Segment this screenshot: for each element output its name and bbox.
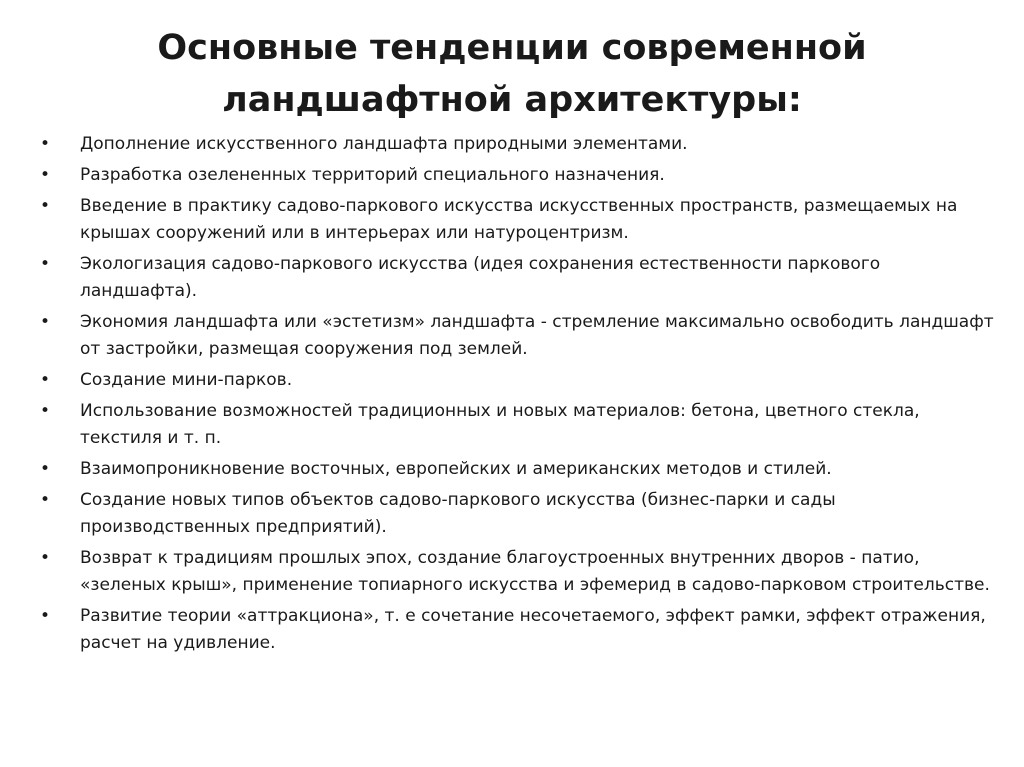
list-item [0,162,1024,189]
bullet-icon: • [40,459,51,479]
list-item [0,545,1024,599]
list-item [0,309,1024,363]
title-line-1: Основные тенденции современной [157,28,867,68]
list-item [0,367,1024,394]
bullet-icon: • [40,134,51,154]
list-item-text: Экономия ландшафта или «эстетизм» ландшафта - стремление максимально освободить ландшафт от застройки, размещая сооружения под землей. [80,312,994,359]
bullet-list [0,131,1024,661]
list-item-text: Возврат к традициям прошлых эпох, создание благоустроенных внутренних дворов - патио, «зеленых крыш», применение топиарного искусства и эфемерид в садово-парковом строительстве. [80,548,990,595]
bullet-icon: • [40,254,51,274]
bullet-icon: • [40,401,51,421]
list-item-text: Создание новых типов объектов садово-паркового искусства (бизнес-парки и сады производственных предприятий). [80,490,836,537]
bullet-icon: • [40,370,51,390]
list-item-text: Дополнение искусственного ландшафта природными элементами. [80,134,688,154]
list-item-text: Взаимопроникновение восточных, европейских и американских методов и стилей. [80,459,832,479]
bullet-icon: • [40,606,51,626]
list-item [0,398,1024,452]
list-item-text: Введение в практику садово-паркового искусства искусственных пространств, размещаемых на крышах сооружений или в интерьерах или натуроцентризм. [80,196,958,243]
list-item-text: Создание мини-парков. [80,370,293,390]
bullet-icon: • [40,490,51,510]
list-item [0,456,1024,483]
list-item-text: Развитие теории «аттракциона», т. е сочетание несочетаемого, эффект рамки, эффект отражения, расчет на удивление. [80,606,986,653]
list-item [0,603,1024,657]
list-item-text: Разработка озелененных территорий специального назначения. [80,165,665,185]
list-item [0,193,1024,247]
bullet-icon: • [40,312,51,332]
list-item [0,131,1024,158]
bullet-icon: • [40,165,51,185]
bullet-icon: • [40,196,51,216]
list-item-text: Экологизация садово-паркового искусства (идея сохранения естественности паркового ландшафта). [80,254,881,301]
list-item [0,487,1024,541]
title-line-2: ландшафтной архитектуры: [222,80,802,120]
page-title [0,22,1024,126]
bullet-icon: • [40,548,51,568]
list-item-text: Использование возможностей традиционных и новых материалов: бетона, цветного стекла, текстиля и т. п. [80,401,920,448]
list-item [0,251,1024,305]
